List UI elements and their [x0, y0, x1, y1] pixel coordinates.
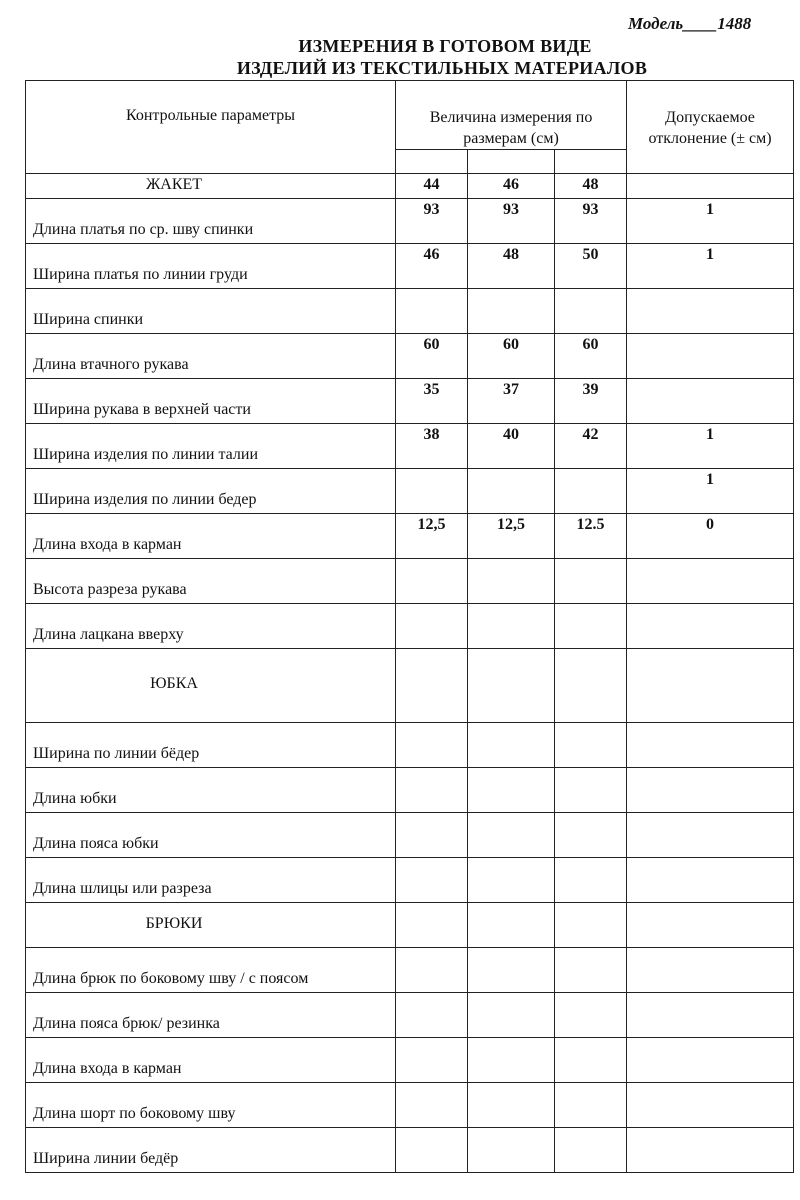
- size-value: 35: [396, 379, 468, 424]
- section-title-trousers: БРЮКИ: [26, 903, 396, 948]
- empty-cell: [627, 813, 794, 858]
- param-name: Ширина спинки: [26, 289, 396, 334]
- empty-cell: [468, 858, 555, 903]
- size-value: [468, 559, 555, 604]
- deviation-value: 0: [627, 514, 794, 559]
- empty-cell: [396, 768, 468, 813]
- deviation-value: 1: [627, 199, 794, 244]
- size-value: 60: [396, 334, 468, 379]
- table-row: [26, 1128, 794, 1173]
- empty-cell: [627, 1083, 794, 1128]
- section-title-jacket: ЖАКЕТ: [26, 174, 396, 199]
- table-row: [26, 289, 794, 334]
- empty-cell: [555, 768, 627, 813]
- deviation-value: 1: [627, 244, 794, 289]
- empty-cell: [468, 768, 555, 813]
- size-value: 60: [555, 334, 627, 379]
- model-number: Модель____1488: [628, 14, 752, 33]
- table-row: [26, 334, 794, 379]
- empty-cell: [627, 858, 794, 903]
- deviation-value: [627, 334, 794, 379]
- section-row-jacket: [26, 174, 794, 199]
- table-row: [26, 559, 794, 604]
- empty-cell: [627, 1128, 794, 1173]
- table-row: [26, 469, 794, 514]
- empty-cell: [396, 948, 468, 993]
- param-name: Длина лацкана вверху: [26, 604, 396, 649]
- size-value: 37: [468, 379, 555, 424]
- empty-cell: [555, 723, 627, 768]
- table-row: [26, 604, 794, 649]
- param-name: Ширина рукава в верхней части: [26, 379, 396, 424]
- empty-cell: [555, 858, 627, 903]
- param-name: Длина брюк по боковому шву / с поясом: [26, 948, 396, 993]
- size-value: 42: [555, 424, 627, 469]
- size-value: [468, 289, 555, 334]
- param-name: Длина входа в карман: [26, 514, 396, 559]
- empty-cell: [468, 813, 555, 858]
- param-name: Длина втачного рукава: [26, 334, 396, 379]
- empty-cell: [468, 150, 555, 174]
- empty-cell: [555, 1083, 627, 1128]
- size-value: 12.5: [555, 514, 627, 559]
- deviation-value: [627, 289, 794, 334]
- table-row: [26, 723, 794, 768]
- size-value: 12,5: [468, 514, 555, 559]
- size-value: 93: [555, 199, 627, 244]
- column-header-deviation-line2: отклонение (± см): [648, 130, 772, 147]
- empty-cell: [555, 649, 627, 723]
- param-name: Длина пояса брюк/ резинка: [26, 993, 396, 1038]
- deviation-value: 1: [627, 424, 794, 469]
- empty-cell: [555, 813, 627, 858]
- size-value: [555, 604, 627, 649]
- empty-cell: [396, 649, 468, 723]
- size-value: [468, 604, 555, 649]
- table-row: [26, 199, 794, 244]
- size-value: 60: [468, 334, 555, 379]
- deviation-value: [627, 379, 794, 424]
- empty-cell: [627, 903, 794, 948]
- param-name: Высота разреза рукава: [26, 559, 396, 604]
- empty-cell: [627, 768, 794, 813]
- empty-cell: [468, 723, 555, 768]
- table-row: [26, 424, 794, 469]
- empty-cell: [627, 723, 794, 768]
- param-name: Ширина изделия по линии талии: [26, 424, 396, 469]
- column-header-deviation-line1: Допускаемое: [665, 109, 755, 126]
- empty-cell: [396, 1038, 468, 1083]
- size-value: 39: [555, 379, 627, 424]
- deviation-value: [627, 559, 794, 604]
- column-header-sizes-line1: Величина измерения по: [429, 109, 593, 126]
- size-value: [555, 559, 627, 604]
- param-name: Ширина линии бедёр: [26, 1128, 396, 1173]
- empty-cell: [468, 903, 555, 948]
- measurements-table: [25, 80, 794, 1173]
- size-header: 48: [555, 174, 627, 199]
- empty-cell: [468, 993, 555, 1038]
- empty-cell: [468, 948, 555, 993]
- empty-cell: [627, 993, 794, 1038]
- table-row: [26, 948, 794, 993]
- empty-cell: [555, 1038, 627, 1083]
- column-header-sizes-line2: размерам (см): [463, 130, 559, 147]
- empty-cell: [555, 993, 627, 1038]
- empty-cell: [555, 150, 627, 174]
- param-name: Длина входа в карман: [26, 1038, 396, 1083]
- table-row: [26, 1038, 794, 1083]
- empty-cell: [468, 649, 555, 723]
- column-header-deviation: [627, 81, 794, 174]
- table-row: [26, 1083, 794, 1128]
- empty-cell: [627, 649, 794, 723]
- empty-cell: [396, 813, 468, 858]
- empty-cell: [468, 1128, 555, 1173]
- empty-cell: [396, 993, 468, 1038]
- empty-cell: [627, 1038, 794, 1083]
- table-row: [26, 244, 794, 289]
- param-name: Длина шорт по боковому шву: [26, 1083, 396, 1128]
- table-row: [26, 379, 794, 424]
- page-title-line2: ИЗДЕЛИЙ ИЗ ТЕКСТИЛЬНЫХ МАТЕРИАЛОВ: [236, 58, 648, 78]
- empty-cell: [396, 1128, 468, 1173]
- size-value: 50: [555, 244, 627, 289]
- table-row: [26, 768, 794, 813]
- empty-cell: [555, 1128, 627, 1173]
- param-name: Длина платья по ср. шву спинки: [26, 199, 396, 244]
- page-title-line1: ИЗМЕРЕНИЯ В ГОТОВОМ ВИДЕ: [298, 36, 592, 56]
- size-value: [555, 469, 627, 514]
- table-row: [26, 858, 794, 903]
- empty-cell: [555, 903, 627, 948]
- size-value: [396, 559, 468, 604]
- empty-cell: [396, 723, 468, 768]
- size-value: [396, 604, 468, 649]
- empty-cell: [468, 1083, 555, 1128]
- section-title-skirt: ЮБКА: [26, 649, 396, 723]
- param-name: Длина шлицы или разреза: [26, 858, 396, 903]
- section-row-skirt: [26, 649, 794, 723]
- table-row: [26, 993, 794, 1038]
- size-value: 12,5: [396, 514, 468, 559]
- size-value: [396, 469, 468, 514]
- deviation-value: 1: [627, 469, 794, 514]
- empty-cell: [396, 903, 468, 948]
- size-value: 40: [468, 424, 555, 469]
- empty-cell: [396, 1083, 468, 1128]
- size-header: 44: [396, 174, 468, 199]
- section-row-trousers: [26, 903, 794, 948]
- empty-cell: [555, 948, 627, 993]
- column-header-parameters: Контрольные параметры: [26, 81, 396, 174]
- param-name: Ширина платья по линии груди: [26, 244, 396, 289]
- size-value: 93: [468, 199, 555, 244]
- size-value: [396, 289, 468, 334]
- empty-cell: [468, 1038, 555, 1083]
- param-name: Ширина по линии бёдер: [26, 723, 396, 768]
- size-value: 93: [396, 199, 468, 244]
- empty-cell: [627, 948, 794, 993]
- param-name: Длина пояса юбки: [26, 813, 396, 858]
- empty-cell: [627, 174, 794, 199]
- param-name: Длина юбки: [26, 768, 396, 813]
- size-value: 46: [396, 244, 468, 289]
- empty-cell: [396, 150, 468, 174]
- deviation-value: [627, 604, 794, 649]
- table-row: [26, 514, 794, 559]
- size-value: [555, 289, 627, 334]
- size-header: 46: [468, 174, 555, 199]
- column-header-sizes: [396, 81, 627, 150]
- size-value: 38: [396, 424, 468, 469]
- table-row: [26, 813, 794, 858]
- empty-cell: [396, 858, 468, 903]
- size-value: 48: [468, 244, 555, 289]
- size-value: [468, 469, 555, 514]
- param-name: Ширина изделия по линии бедер: [26, 469, 396, 514]
